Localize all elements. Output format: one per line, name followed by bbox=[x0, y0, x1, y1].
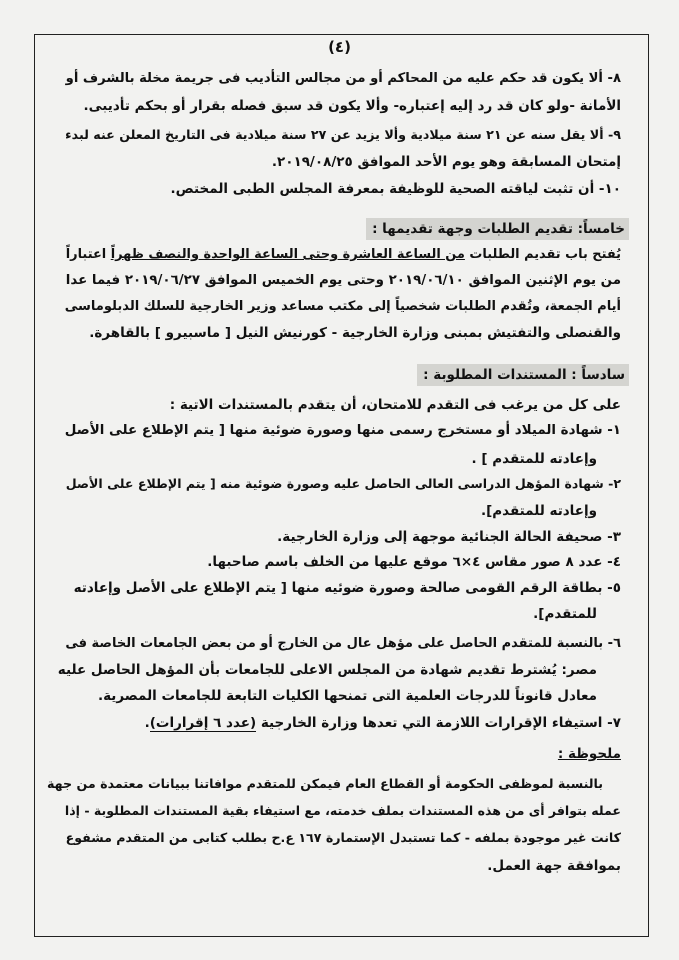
section-5-heading-text: خامساً: تقديم الطلبات وجهة تقديمها : bbox=[372, 221, 625, 237]
document-item-2-line-1: ٢- شهادة المؤهل الدراسى العالى الحاصل عليه وصورة ضوئية منه [ يتم الإطلاع على الأصل bbox=[65, 476, 621, 491]
section-6-heading-text: سادساً : المستندات المطلوبة : bbox=[423, 367, 625, 383]
condition-10: ١٠- أن تثبت لياقته الصحية للوظيفة بمعرفة المجلس الطبى المختص. bbox=[170, 181, 621, 197]
document-item-7-end: . bbox=[144, 715, 150, 731]
section-5-line-1 bbox=[66, 246, 621, 264]
document-item-1-line-1: ١- شهادة الميلاد أو مستخرج رسمى منها وصورة ضوئية منها [ يتم الإطلاع على الأصل bbox=[64, 423, 621, 438]
condition-8-line-2: الأمانة -ولو كان قد رد إليه إعتباره- وألا يكون قد سبق فصله بقرار أو بحكم تأديبى. bbox=[83, 98, 621, 114]
condition-8-line-1: ٨- ألا يكون قد حكم عليه من المحاكم أو من مجالس التأديب فى جريمة مخلة بالشرف أو bbox=[65, 71, 621, 86]
document-item-7-count: (عدد ٦ إقرارات) bbox=[149, 715, 257, 731]
section-5-hours: من الساعة العاشرة وحتى الساعة الواحدة والنصف ظهراً bbox=[110, 247, 465, 262]
document-item-4: ٤- عدد ٨ صور مقاس ٤×٦ موقع عليها من الخلف باسم صاحبها. bbox=[207, 554, 621, 570]
document-item-7 bbox=[145, 714, 621, 732]
section-6-intro: على كل من يرغب فى التقدم للامتحان، أن يتقدم بالمستندات الاتية : bbox=[169, 397, 621, 413]
document-item-6-line-3: معادل قانوناً للدرجات العلمية التى تمنحها الكليات التابعة للجامعات المصرية. bbox=[97, 688, 597, 704]
document-item-6-line-2: مصر: يُشترط تقديم شهادة من المجلس الاعلى للجامعات بأن المؤهل الحاصل عليه bbox=[57, 662, 597, 678]
section-5-line-2: من يوم الإثنين الموافق ٢٠١٩/٠٦/١٠ وحتى يوم الخميس الموافق ٢٠١٩/٠٦/٢٧ فيما عدا bbox=[65, 273, 621, 288]
document-item-3: ٣- صحيفة الحالة الجنائية موجهة إلى وزارة الخارجية. bbox=[277, 529, 621, 545]
document-item-7-text: ٧- استيفاء الإقرارات اللازمة التي تعدها وزارة الخارجية bbox=[256, 715, 621, 731]
condition-9-line-1: ٩- ألا يقل سنه عن ٢١ سنة ميلادية وألا يزيد عن ٢٧ سنة ميلادية فى التاريخ المعلن عنه لبدء bbox=[65, 127, 621, 142]
page-number: (٤) bbox=[328, 38, 351, 56]
note-line-1: بالنسبة لموظفى الحكومة أو القطاع العام فيمكن للمتقدم موافاتنا ببيانات معتمدة من جهة bbox=[46, 776, 603, 791]
note-line-2: عمله بتوافر أى من هذه المستندات بملف خدمته، مع استيفاء بقية المستندات المطلوبة - إذا bbox=[64, 803, 621, 818]
section-5-line-4: والقنصلى والتفتيش بمبنى وزارة الخارجية - كورنيش النيل [ ماسبيرو ] بالقاهرة. bbox=[89, 325, 621, 341]
condition-9-line-2: إمتحان المسابقة وهو يوم الأحد الموافق ٢٠١٩/٠٨/٢٥. bbox=[271, 154, 621, 170]
document-item-1-line-2: وإعادته للمتقدم ] . bbox=[471, 451, 597, 467]
document-item-5-line-2: للمتقدم]. bbox=[533, 606, 597, 622]
note-line-3: كانت غير موجودة بملفه - كما تستبدل الإستمارة ١٦٧ ع.ح بطلب كتابى من المتقدم مشفوع bbox=[65, 830, 621, 845]
section-5-line-3: أيام الجمعة، وتُقدم الطلبات شخصياً إلى مكتب مساعد وزير الخارجية للسلك الدبلوماسى bbox=[64, 299, 621, 314]
document-item-6-line-1: ٦- بالنسبة للمتقدم الحاصل على مؤهل عال من الخارج أو من بعض الجامعات الخاصة فى bbox=[65, 636, 621, 651]
section-6-heading bbox=[417, 364, 629, 386]
section-5-line-1-end: اعتباراً bbox=[65, 247, 111, 262]
section-5-heading bbox=[366, 218, 629, 240]
note-line-4: بموافقة جهة العمل. bbox=[487, 858, 621, 874]
document-item-2-line-2: وإعادته للمتقدم]. bbox=[480, 503, 597, 519]
note-heading: ملحوظة : bbox=[557, 746, 621, 762]
section-5-line-1-start: يُفتح باب تقديم الطلبات bbox=[464, 247, 621, 262]
document-item-5-line-1: ٥- بطاقة الرقم القومى صالحة وصورة ضوئيه منها [ يتم الإطلاع على الأصل وإعادته bbox=[73, 580, 621, 596]
